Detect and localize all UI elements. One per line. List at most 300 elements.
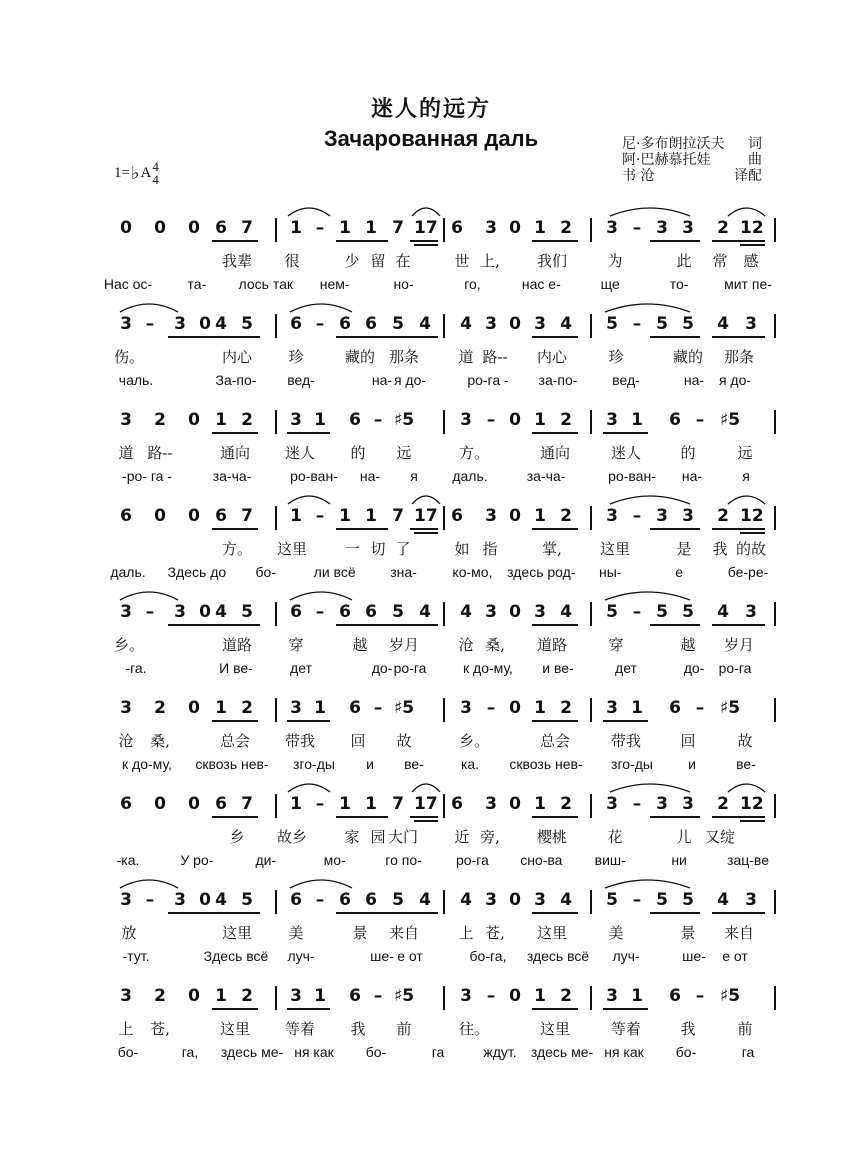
- note-row: [0, 502, 862, 530]
- sixteenth-underline: [414, 244, 438, 246]
- lyric-syllable-ru: даль.: [452, 468, 488, 484]
- lyric-syllable-cn: 故乡: [276, 828, 308, 846]
- note: 3: [485, 890, 497, 910]
- note: 0: [154, 506, 166, 526]
- lyric-syllable-ru: нем-: [319, 276, 350, 292]
- lyric-syllable-cn: 内心: [536, 348, 568, 366]
- eighth-underline: [287, 432, 330, 434]
- lyric-syllable-cn: 那条: [388, 348, 420, 366]
- note: 1: [290, 794, 302, 814]
- note: 2: [560, 794, 572, 814]
- lyric-syllable-ru: и: [688, 756, 696, 772]
- lyric-syllable-ru: та-: [187, 276, 207, 292]
- note: 6: [339, 602, 351, 622]
- note: 5: [656, 314, 668, 334]
- lyric-syllable-cn: 家: [344, 828, 360, 846]
- note: 3: [485, 314, 497, 334]
- lyric-syllable-cn: 方。: [458, 444, 490, 462]
- lyric-syllable-cn: 故: [396, 732, 412, 750]
- lyric-syllable-cn: 此: [676, 252, 692, 270]
- note: 2: [560, 698, 572, 718]
- barline: [275, 986, 277, 1010]
- note: 1: [631, 698, 643, 718]
- note: 4: [215, 890, 227, 910]
- note: 2: [241, 986, 253, 1006]
- lyric-syllable-cn: 留: [370, 252, 386, 270]
- note-row: [0, 790, 862, 818]
- slur: [288, 784, 330, 792]
- note: 1: [339, 506, 351, 526]
- note: ♯5: [719, 698, 741, 718]
- eighth-underline: [712, 816, 765, 818]
- lyric-syllable-cn: 很: [284, 252, 300, 270]
- note: 1: [631, 986, 643, 1006]
- barline: [275, 602, 277, 626]
- note: 0: [509, 314, 521, 334]
- lyric-syllable-ru: луч-: [287, 948, 315, 964]
- lyric-syllable-ru: луч-: [612, 948, 640, 964]
- note: 2: [717, 506, 729, 526]
- note: 3: [656, 794, 668, 814]
- note: 6: [349, 986, 361, 1006]
- lyric-syllable-ru: за-по-: [538, 372, 578, 388]
- lyric-syllable-cn: 樱桃: [536, 828, 568, 846]
- dash-extension: –: [486, 410, 496, 430]
- note: 7: [392, 794, 404, 814]
- lyrics-russian: [0, 468, 862, 488]
- lyric-syllable-cn: 这里: [599, 540, 631, 558]
- note: 4: [717, 890, 729, 910]
- note: 5: [241, 890, 253, 910]
- lyric-syllable-cn: 通向: [539, 444, 571, 462]
- note: 12: [740, 218, 764, 238]
- slur-layer: [0, 968, 862, 988]
- note: 5: [682, 314, 694, 334]
- dash-extension: –: [315, 602, 325, 622]
- lyric-syllable-cn: 切: [370, 540, 386, 558]
- note: 2: [560, 410, 572, 430]
- eighth-underline: [712, 624, 765, 626]
- lyric-syllable-ru: бо-: [365, 1044, 387, 1060]
- dash-extension: –: [315, 314, 325, 334]
- note: 5: [392, 314, 404, 334]
- barline: [774, 698, 776, 722]
- lyric-syllable-ru: ро-ван-: [290, 468, 338, 484]
- lyric-syllable-ru: до-: [683, 660, 705, 676]
- note: 0: [120, 218, 132, 238]
- lyric-syllable-cn: 往。: [458, 1020, 490, 1038]
- note: 4: [419, 314, 431, 334]
- lyric-syllable-ru: бо-: [255, 564, 276, 580]
- lyric-syllable-cn: 少: [344, 252, 360, 270]
- note: 6: [339, 314, 351, 334]
- score-system: [0, 310, 862, 400]
- lyrics-russian: [0, 372, 862, 392]
- lyric-syllable-cn: 越: [352, 636, 368, 654]
- lyric-syllable-ru: я: [410, 468, 418, 484]
- note: 5: [682, 890, 694, 910]
- lyric-syllable-cn: 乡: [229, 828, 245, 846]
- note: 6: [120, 506, 132, 526]
- lyric-syllable-cn: 岁月: [388, 636, 420, 654]
- slur: [290, 304, 352, 312]
- score-system: [0, 502, 862, 592]
- slur: [728, 208, 765, 216]
- dash-extension: –: [145, 602, 155, 622]
- lyric-syllable-cn: 带我: [284, 732, 316, 750]
- lyric-syllable-cn: 的: [350, 444, 366, 462]
- note: 6: [669, 986, 681, 1006]
- eighth-underline: [287, 1008, 330, 1010]
- note: 0: [509, 506, 521, 526]
- note: 3: [120, 602, 132, 622]
- lyric-syllable-cn: 上: [458, 924, 474, 942]
- note: 0: [188, 410, 200, 430]
- lyric-syllable-ru: за-ча-: [212, 468, 252, 484]
- lyric-syllable-cn: 景: [352, 924, 368, 942]
- dash-extension: –: [315, 890, 325, 910]
- lyrics-chinese: [0, 826, 862, 846]
- note: 0: [509, 890, 521, 910]
- note: 6: [290, 890, 302, 910]
- note: 2: [717, 218, 729, 238]
- note: 1: [290, 506, 302, 526]
- eighth-underline: [212, 1008, 258, 1010]
- eighth-underline: [532, 432, 578, 434]
- lyric-syllable-ru: ро-га: [718, 660, 752, 676]
- note: 6: [365, 602, 377, 622]
- note: 3: [460, 698, 472, 718]
- slur: [288, 496, 330, 504]
- barline: [443, 314, 445, 338]
- note: 3: [534, 890, 546, 910]
- key-signature: 1= ♭ A 4 4: [114, 159, 159, 187]
- note: 1: [339, 794, 351, 814]
- eighth-underline: [712, 240, 765, 242]
- lyric-syllable-cn: 桑,: [485, 636, 505, 654]
- note: 3: [682, 794, 694, 814]
- note: 3: [745, 602, 757, 622]
- lyric-syllable-ru: е: [675, 564, 684, 580]
- note: 5: [392, 602, 404, 622]
- eighth-underline: [532, 336, 578, 338]
- eighth-underline: [336, 624, 438, 626]
- lyric-syllable-cn: 这里: [219, 1020, 251, 1038]
- note: 0: [199, 314, 211, 334]
- slur: [610, 208, 690, 216]
- lyric-syllable-ru: к до-му,: [122, 756, 172, 772]
- slur-layer: [0, 296, 862, 316]
- barline: [443, 602, 445, 626]
- lyric-syllable-ru: на-: [681, 468, 703, 484]
- note: 6: [215, 794, 227, 814]
- note: 2: [560, 506, 572, 526]
- eighth-underline: [168, 624, 260, 626]
- lyric-syllable-cn: 掌,: [542, 540, 562, 558]
- lyric-syllable-cn: 路--: [482, 348, 508, 366]
- note: 3: [120, 986, 132, 1006]
- note: 1: [631, 410, 643, 430]
- lyric-syllable-ru: мо-: [323, 852, 346, 868]
- lyrics-chinese: [0, 1018, 862, 1038]
- lyric-syllable-ru: нас е-: [521, 276, 561, 292]
- credits: [622, 136, 762, 184]
- lyric-syllable-ru: ка.: [460, 756, 480, 772]
- note: 3: [682, 506, 694, 526]
- note: 3: [534, 602, 546, 622]
- eighth-underline: [712, 336, 765, 338]
- sixteenth-underline: [740, 244, 765, 246]
- lyric-syllable-cn: 的故: [735, 540, 767, 558]
- lyric-syllable-ru: За-по-: [215, 372, 257, 388]
- note: 7: [241, 506, 253, 526]
- lyric-syllable-ru: е от: [397, 948, 423, 964]
- note: 0: [509, 410, 521, 430]
- lyric-syllable-cn: 珍: [288, 348, 304, 366]
- eighth-underline: [336, 240, 388, 242]
- note: 0: [188, 506, 200, 526]
- eighth-underline: [603, 1008, 648, 1010]
- lyric-syllable-ru: вед-: [612, 372, 640, 388]
- note: 1: [365, 506, 377, 526]
- score-system: [0, 214, 862, 304]
- score-system: [0, 694, 862, 784]
- lyric-syllable-ru: к до-му,: [463, 660, 513, 676]
- lyric-syllable-ru: га: [431, 1044, 445, 1060]
- score-system: [0, 598, 862, 688]
- eighth-underline: [650, 336, 700, 338]
- lyrics-russian: [0, 948, 862, 968]
- lyric-syllable-ru: ве-: [736, 756, 756, 772]
- note: 2: [560, 986, 572, 1006]
- dash-extension: –: [632, 602, 642, 622]
- note: 17: [414, 218, 438, 238]
- lyric-syllable-cn: 迷人: [284, 444, 316, 462]
- lyrics-chinese: [0, 634, 862, 654]
- lyric-syllable-cn: 旁,: [480, 828, 500, 846]
- score-system: [0, 406, 862, 496]
- lyric-syllable-ru: но-: [393, 276, 414, 292]
- lyric-syllable-ru: я до-: [718, 372, 752, 388]
- lyric-syllable-ru: бо-: [675, 1044, 697, 1060]
- lyric-syllable-cn: 感: [743, 252, 759, 270]
- slur: [288, 208, 330, 216]
- note: 6: [669, 698, 681, 718]
- lyric-syllable-ru: -тут.: [122, 948, 150, 964]
- lyric-syllable-ru: то-: [669, 276, 689, 292]
- lyric-syllable-cn: 藏的: [672, 348, 704, 366]
- lyric-syllable-cn: 等着: [284, 1020, 316, 1038]
- lyric-syllable-cn: 了: [395, 540, 411, 558]
- note: 2: [241, 698, 253, 718]
- note: 3: [120, 698, 132, 718]
- barline: [774, 890, 776, 914]
- lyric-syllable-ru: го,: [464, 276, 481, 292]
- lyric-syllable-ru: ко-мо,: [452, 564, 493, 580]
- note: 3: [485, 794, 497, 814]
- lyric-syllable-ru: -ро- га -: [122, 468, 172, 484]
- note: 3: [174, 602, 186, 622]
- barline: [443, 986, 445, 1010]
- note: 2: [154, 698, 166, 718]
- lyric-syllable-cn: 苍,: [485, 924, 505, 942]
- note: 6: [339, 890, 351, 910]
- lyric-syllable-ru: я: [742, 468, 750, 484]
- sixteenth-underline: [740, 820, 765, 822]
- note: 3: [290, 410, 302, 430]
- lyric-syllable-ru: и: [366, 756, 374, 772]
- lyrics-russian: [0, 660, 862, 680]
- lyric-syllable-ru: га,: [181, 1044, 199, 1060]
- lyric-syllable-ru: до-: [371, 660, 393, 676]
- slur: [728, 496, 765, 504]
- lyric-syllable-cn: 常: [712, 252, 728, 270]
- eighth-underline: [336, 816, 388, 818]
- note: 1: [314, 986, 326, 1006]
- lyric-syllable-ru: ше-: [682, 948, 706, 964]
- dash-extension: –: [486, 698, 496, 718]
- eighth-underline: [603, 720, 648, 722]
- slur: [610, 496, 690, 504]
- lyric-syllable-ru: ро-га: [393, 660, 427, 676]
- lyric-syllable-ru: ро-га: [456, 852, 489, 868]
- lyric-syllable-cn: 远: [396, 444, 412, 462]
- credit-translator: 书 沧 译配: [622, 168, 762, 184]
- note: 6: [290, 602, 302, 622]
- lyric-syllable-cn: 乡。: [113, 636, 145, 654]
- score-system: [0, 982, 862, 1072]
- dash-extension: –: [695, 410, 705, 430]
- note: 3: [745, 314, 757, 334]
- lyric-syllable-cn: 岁月: [723, 636, 755, 654]
- lyric-syllable-cn: 我辈: [221, 252, 253, 270]
- lyric-syllable-ru: ще: [600, 276, 620, 292]
- lyrics-chinese: [0, 442, 862, 462]
- note: 1: [365, 794, 377, 814]
- lyric-syllable-ru: ли всё: [313, 564, 356, 580]
- lyric-syllable-ru: бо-: [117, 1044, 139, 1060]
- lyric-syllable-cn: 大门: [387, 828, 419, 846]
- eighth-underline: [532, 240, 578, 242]
- dash-extension: –: [315, 218, 325, 238]
- barline: [590, 506, 592, 530]
- lyric-syllable-cn: 上,: [480, 252, 500, 270]
- note: 4: [717, 314, 729, 334]
- lyric-syllable-ru: У ро-: [180, 852, 214, 868]
- lyric-syllable-cn: 来自: [723, 924, 755, 942]
- lyric-syllable-cn: 这里: [221, 924, 253, 942]
- note-row: [0, 406, 862, 434]
- note: 4: [717, 602, 729, 622]
- lyrics-chinese: [0, 250, 862, 270]
- lyrics-russian: [0, 756, 862, 776]
- barline: [443, 794, 445, 818]
- note: ♯5: [393, 410, 415, 430]
- dash-extension: –: [373, 410, 383, 430]
- note: 3: [606, 218, 618, 238]
- eighth-underline: [287, 720, 330, 722]
- eighth-underline: [212, 720, 258, 722]
- lyric-syllable-cn: 这里: [536, 924, 568, 942]
- barline: [774, 314, 776, 338]
- note: 12: [740, 506, 764, 526]
- note: 1: [365, 218, 377, 238]
- note: 4: [419, 890, 431, 910]
- lyric-syllable-cn: 放: [121, 924, 137, 942]
- lyric-syllable-ru: зго-ды: [293, 756, 335, 772]
- lyric-syllable-ru: ро-га -: [467, 372, 509, 388]
- note: 2: [717, 794, 729, 814]
- lyric-syllable-ru: лось так: [238, 276, 293, 292]
- time-signature: 4 4: [152, 159, 159, 187]
- barline: [275, 410, 277, 434]
- lyric-syllable-cn: 越: [680, 636, 696, 654]
- barline: [275, 698, 277, 722]
- lyric-syllable-ru: вед-: [287, 372, 315, 388]
- score-system: [0, 886, 862, 976]
- note: 6: [290, 314, 302, 334]
- eighth-underline: [532, 624, 578, 626]
- lyric-syllable-cn: 我们: [536, 252, 568, 270]
- lyric-syllable-cn: 上: [118, 1020, 134, 1038]
- note: 0: [509, 986, 521, 1006]
- lyric-syllable-ru: за-ча-: [526, 468, 566, 484]
- slur: [605, 592, 690, 600]
- lyric-syllable-cn: 道: [458, 348, 474, 366]
- lyric-syllable-cn: 前: [737, 1020, 753, 1038]
- lyric-syllable-cn: 指: [482, 540, 498, 558]
- lyric-syllable-ru: виш-: [594, 852, 626, 868]
- note: 0: [188, 986, 200, 1006]
- lyric-syllable-cn: 回: [680, 732, 696, 750]
- note: 3: [606, 410, 618, 430]
- lyric-syllable-cn: 方。: [221, 540, 253, 558]
- lyric-syllable-ru: ро-ван-: [608, 468, 656, 484]
- slur-layer: [0, 200, 862, 220]
- slur: [412, 496, 440, 504]
- dash-extension: –: [632, 314, 642, 334]
- lyric-syllable-ru: сно-ва: [520, 852, 563, 868]
- lyric-syllable-cn: 这里: [276, 540, 308, 558]
- note: 6: [215, 506, 227, 526]
- barline: [443, 506, 445, 530]
- lyric-syllable-ru: мит пе-: [724, 276, 772, 292]
- eighth-underline: [532, 528, 578, 530]
- lyric-syllable-cn: 美: [608, 924, 624, 942]
- lyric-syllable-ru: И ве-: [219, 660, 253, 676]
- barline: [590, 410, 592, 434]
- barline: [275, 506, 277, 530]
- lyric-syllable-ru: здесь род-: [507, 564, 576, 580]
- credit-lyricist: 尼·多布朗拉沃夫 词: [622, 136, 762, 152]
- barline: [443, 890, 445, 914]
- sixteenth-underline: [414, 532, 438, 534]
- note: 3: [656, 218, 668, 238]
- slur: [290, 880, 352, 888]
- lyric-syllable-cn: 乡。: [458, 732, 490, 750]
- dash-extension: –: [145, 890, 155, 910]
- lyric-syllable-cn: 沧: [118, 732, 134, 750]
- lyrics-russian: [0, 276, 862, 296]
- lyric-syllable-cn: 穿: [608, 636, 624, 654]
- dash-extension: –: [486, 986, 496, 1006]
- slur: [605, 880, 690, 888]
- note: 5: [241, 602, 253, 622]
- note: 7: [241, 218, 253, 238]
- dash-extension: –: [145, 314, 155, 334]
- lyric-syllable-cn: 回: [350, 732, 366, 750]
- barline: [275, 314, 277, 338]
